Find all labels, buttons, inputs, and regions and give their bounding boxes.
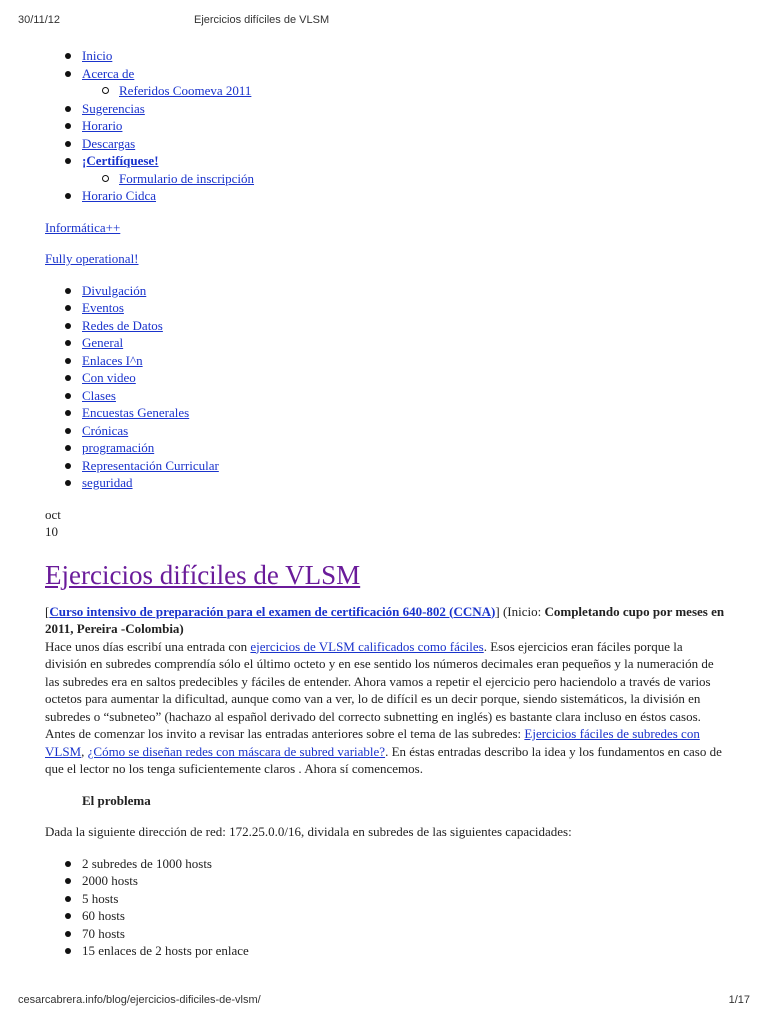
course-link[interactable]: Curso intensivo de preparación para el examen de certificación 640-802 (CCNA) (49, 603, 496, 619)
site-title-link[interactable]: Informática++ (45, 219, 121, 235)
intro-text-b: . Esos ejercicios eran fáciles porque la división en subredes comprendía sólo el último octeto y en ese sentido los números decimales eran pequeños y la numeración de las subredes era en saltos predecibles y fáciles de entender. Ahora vamos a repetir el ejercicio pero haciendolo a través de varios octetos para aumentar la dificultad, aunque como van a ver, lo de difícil es un decir porque, siendo sistemáticos, la división en subredes o “subneteo” (hachazo al español derivado del correcto subnetting en inglés) es bastante clara incluso en éstos casos. Antes de comenzar los invito a revisar las entradas anteriores sobre el tema de las subredes: (45, 638, 714, 741)
submenu-link-referidos[interactable]: Referidos Coomeva 2011 (119, 83, 252, 98)
category-item (45, 282, 725, 300)
intro-text-a: Hace unos días escribí una entrada con (45, 638, 251, 654)
category-link-enlaces[interactable]: Enlaces I^n (82, 352, 143, 368)
print-page-number: 1/17 (728, 994, 750, 1006)
intro-paragraph (45, 638, 725, 778)
submenu-item-referidos (82, 82, 725, 100)
menu-item-horario-cidca (45, 187, 725, 205)
submenu-acerca (82, 82, 725, 100)
inicio-label: (Inicio: (499, 603, 545, 619)
requirement-item: 2 subredes de 1000 hosts (45, 855, 725, 873)
category-item (45, 404, 725, 422)
top-menu (45, 47, 725, 205)
category-item (45, 422, 725, 440)
menu-link-sugerencias[interactable]: Sugerencias (82, 100, 145, 116)
category-item (45, 387, 725, 405)
menu-item-inicio (45, 47, 725, 65)
link-separator: , (81, 743, 88, 759)
submenu-item-formulario (82, 170, 725, 188)
category-item (45, 352, 725, 370)
category-item (45, 317, 725, 335)
print-date: 30/11/12 (18, 14, 61, 26)
menu-link-horario-cidca[interactable]: Horario Cidca (82, 188, 157, 203)
category-link-divulgacion[interactable]: Divulgación (82, 282, 147, 298)
easy-subnets-link[interactable]: Ejercicios fáciles de subredes con VLSM (45, 726, 700, 759)
print-footer (18, 994, 750, 1008)
page-content (45, 47, 725, 960)
bracket-open: [ (45, 603, 50, 619)
post-date (45, 506, 725, 540)
category-item (45, 299, 725, 317)
category-link-clases[interactable]: Clases (82, 387, 116, 403)
category-item (45, 369, 725, 387)
category-item (45, 439, 725, 457)
submenu-link-formulario[interactable]: Formulario de inscripción (119, 170, 255, 186)
menu-item-acerca (45, 65, 725, 100)
print-header (18, 14, 750, 28)
category-link-general[interactable]: General (82, 335, 124, 350)
post-date-day: 10 (45, 523, 58, 539)
course-notice (45, 603, 725, 638)
inicio-value: Completando cupo por meses en 2011, Pereira -Colombia) (45, 603, 725, 636)
category-link-cronicas[interactable]: Crónicas (82, 422, 129, 438)
vlsm-design-link[interactable]: ¿Cómo se diseñan redes con máscara de subred variable? (87, 743, 386, 759)
category-item (45, 334, 725, 352)
category-link-representacion[interactable]: Representación Curricular (82, 457, 219, 473)
print-title: Ejercicios difíciles de VLSM (194, 14, 330, 26)
post-date-month: oct (45, 506, 61, 522)
category-link-redes[interactable]: Redes de Datos (82, 317, 163, 333)
category-link-encuestas[interactable]: Encuestas Generales (82, 405, 190, 420)
post-title-link[interactable]: Ejercicios difíciles de VLSM (45, 559, 361, 590)
menu-link-certifiquese[interactable]: ¡Certifíquese! (82, 153, 159, 168)
requirement-item: 15 enlaces de 2 hosts por enlace (45, 942, 725, 960)
post-title (45, 559, 725, 591)
menu-item-descargas (45, 135, 725, 153)
requirements-list (45, 855, 725, 960)
requirement-item: 60 hosts (45, 907, 725, 925)
requirement-item: 5 hosts (45, 890, 725, 908)
category-item (45, 474, 725, 492)
bracket-close: ] (495, 603, 500, 619)
menu-link-horario[interactable]: Horario (82, 118, 123, 133)
submenu-certifiquese (82, 170, 725, 188)
menu-link-descargas[interactable]: Descargas (82, 135, 136, 151)
category-item (45, 457, 725, 475)
menu-item-certifiquese (45, 152, 725, 187)
menu-item-sugerencias (45, 100, 725, 118)
category-list (45, 282, 725, 492)
menu-item-horario (45, 117, 725, 135)
easy-exercises-link[interactable]: ejercicios de VLSM calificados como fáciles (250, 638, 484, 654)
problem-text: Dada la siguiente dirección de red: 172.25.0.0/16, dividala en subredes de las siguientes capacidades: (45, 824, 572, 839)
category-link-video[interactable]: Con video (82, 370, 136, 385)
print-url: cesarcabrera.info/blog/ejercicios-dificiles-de-vlsm/ (18, 994, 261, 1006)
menu-link-inicio[interactable]: Inicio (82, 48, 113, 63)
intro-text-c: . En éstas entradas describo la idea y los fundamentos en caso de que el lector no los tenga suficientemente claros . Ahora sí comencemos. (45, 743, 722, 776)
requirement-item: 2000 hosts (45, 872, 725, 890)
requirement-item: 70 hosts (45, 925, 725, 943)
problem-heading: El problema (82, 792, 151, 808)
category-link-programacion[interactable]: programación (82, 440, 155, 455)
category-link-eventos[interactable]: Eventos (82, 300, 124, 315)
site-tagline-link[interactable]: Fully operational! (45, 251, 139, 266)
menu-link-acerca[interactable]: Acerca de (82, 65, 135, 81)
category-link-seguridad[interactable]: seguridad (82, 475, 133, 490)
